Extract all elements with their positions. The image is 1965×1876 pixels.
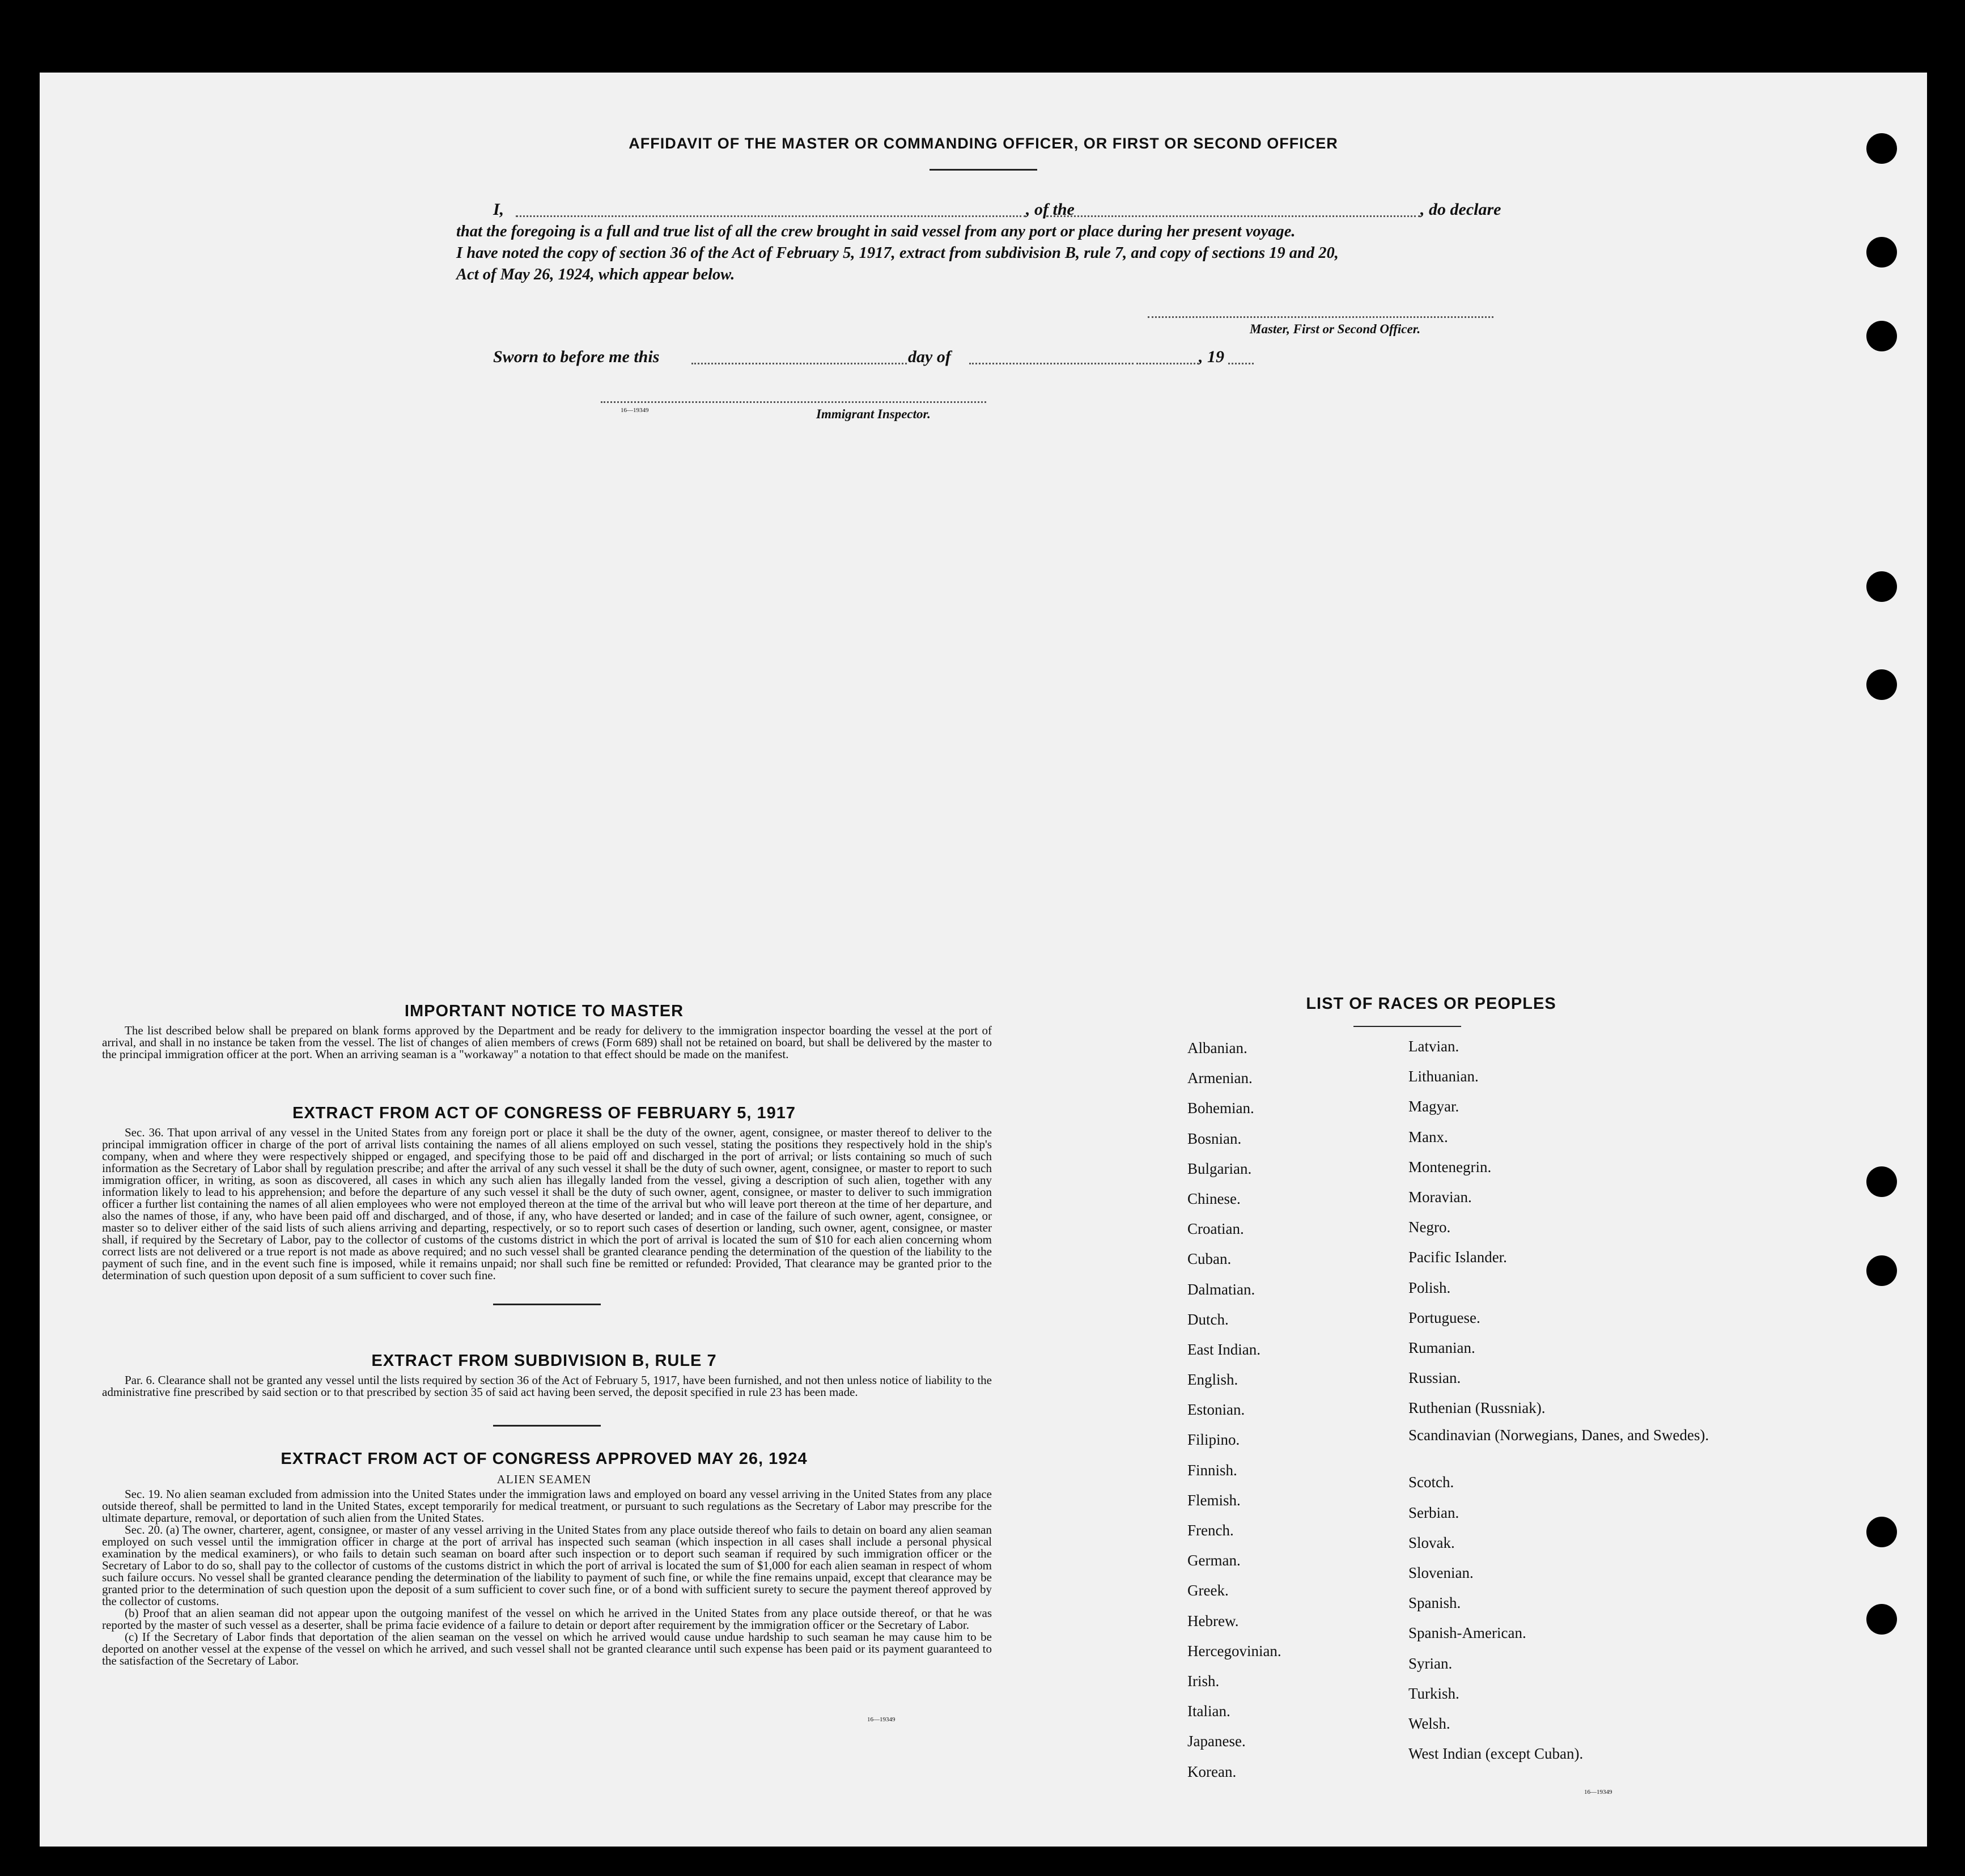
race-item: Manx.: [1408, 1128, 1448, 1145]
race-item: Serbian.: [1408, 1504, 1459, 1521]
race-item: Bulgarian.: [1187, 1160, 1252, 1177]
master-signature-line[interactable]: [1148, 316, 1493, 318]
race-item: Finnish.: [1187, 1461, 1237, 1479]
race-item: Hercegovinian.: [1187, 1642, 1281, 1659]
section-36-paragraph: Sec. 36. That upon arrival of any vessel in the United States from any foreign port or place it shall be the duty of the owner, agent, consignee, or master thereof to deliver to the principal immigration officer in charge of the port of arrival lists containing the names of all aliens employed on such vessel, stating the positions they respectively hold in the ship's company, when and where they were respectively shipped or engaged, and specifying those to be paid off and discharged in the port of arrival; or lists containing so much of such information as the Secretary of Labor shall by regulation prescribe; and after the arrival of any such vessel it shall be the duty of such owner, agent, consignee, or master to report to such immigration officer, in writing, as soon as discovered, all cases in which any such alien has illegally landed from the vessel, giving a description of such alien, together with any information likely to lead to his apprehension; and before the departure of any such vessel it shall be the duty of such owner, agent, consignee, or master to deliver to such immigration officer a further list containing the names of all alien employees who were not employed thereon at the time of the arrival but who will leave port thereon at the time of her departure, and also the names of those, if any, who have been paid off and discharged, and of those, if any, who have deserted or landed; and in case of the failure of such owner, agent, consignee, or master so to deliver either of the said lists of such aliens arriving and departing, respectively, or so to report such cases of desertion or landing, such owner, agent, consignee, or master shall, if required by the Secretary of Labor, pay to the collector of customs of the customs district in which the port of arrival is located the sum of $10 for each alien concerning whom correct lists are not delivered or a true report is not made as above required; and no such vessel shall be granted clearance pending the determination of the question of the liability to the payment of such fine, and in the event such fine is imposed, while it remains unpaid; nor shall such fine be remitted or refunded: Provided, That clearance may be granted prior to the determination of such question upon deposit of a sum sufficient to cover such fine.: [102, 1126, 992, 1282]
punch-hole: [1866, 1517, 1897, 1547]
sworn-month-field-2[interactable]: [1136, 363, 1199, 364]
section-20b-paragraph: (b) Proof that an alien seaman did not appear upon the outgoing manifest of the vessel on which he arrived in the United States from any place outside thereof, or that he was reported by the master of such vessel as a deserter, shall be prima facie evidence of a failure to detain or deport after requirement by the immigration officer or the Secretary of Labor.: [102, 1606, 992, 1632]
race-item: German.: [1187, 1552, 1241, 1569]
race-item: Moravian.: [1408, 1188, 1472, 1206]
heading-rule: [930, 169, 1037, 171]
race-item: Russian.: [1408, 1369, 1461, 1387]
section-20c-paragraph: (c) If the Secretary of Labor finds that deportation of the alien seaman on the vessel on which he arrived would cause undue hardship to such seaman he may cause him to be deported on another vessel at the expense of the vessel on which he arrived, and such vessel shall not be granted clearance until such expense has been paid or its payment guaranteed to the satisfaction of the Secretary of Labor.: [102, 1630, 992, 1667]
race-item: Chinese.: [1187, 1190, 1241, 1207]
race-item: West Indian (except Cuban).: [1408, 1745, 1584, 1763]
sworn-year-field[interactable]: [1228, 363, 1254, 364]
master-signature-label: Master, First or Second Officer.: [1250, 322, 1421, 336]
race-item: Japanese.: [1187, 1733, 1246, 1750]
race-item: Scandinavian (Norwegians, Danes, and Swedes).: [1408, 1427, 1709, 1444]
punch-hole: [1866, 1255, 1897, 1286]
punch-hole: [1866, 571, 1897, 602]
sworn-label: Sworn to before me this: [493, 347, 660, 366]
race-item: Italian.: [1187, 1703, 1230, 1720]
punch-hole: [1866, 1166, 1897, 1197]
punch-hole: [1866, 133, 1897, 164]
race-item: Polish.: [1408, 1279, 1451, 1296]
races-heading: LIST OF RACES OR PEOPLES: [1306, 995, 1556, 1013]
vessel-name-field[interactable]: [1046, 215, 1420, 217]
race-item: Dutch.: [1187, 1310, 1229, 1328]
inspector-signature-line[interactable]: [601, 401, 986, 403]
extract-rule7-heading: EXTRACT FROM SUBDIVISION B, RULE 7: [371, 1352, 717, 1370]
race-item: Rumanian.: [1408, 1339, 1475, 1356]
race-item: Korean.: [1187, 1763, 1237, 1780]
race-item: Dalmatian.: [1187, 1280, 1255, 1298]
notice-paragraph: The list described below shall be prepared on blank forms approved by the Department and be ready for delivery to the immigration inspector boarding the vessel at the port of arrival, and shall in no instance be taken from the vessel. The list of changes of alien members of crews (Form 689) shall not be retained on board, but shall be delivered by the master to the principal immigration officer at the port. When an arriving seaman is a "workaway" a notation to that effect should be made on the manifest.: [102, 1024, 992, 1061]
race-item: Magyar.: [1408, 1098, 1459, 1115]
extract-rule7-text: [102, 1374, 992, 1398]
punch-hole: [1866, 1604, 1897, 1635]
race-item: Portuguese.: [1408, 1309, 1480, 1326]
sworn-month-field[interactable]: [969, 363, 1134, 364]
extract-1924-heading: EXTRACT FROM ACT OF CONGRESS APPROVED MAY 26, 1924: [281, 1450, 808, 1468]
race-item: Lithuanian.: [1408, 1068, 1479, 1085]
extract-1917-text: [102, 1127, 992, 1281]
race-item: Greek.: [1187, 1582, 1229, 1599]
section-19-paragraph: Sec. 19. No alien seaman excluded from admission into the United States under the immigration laws and employed on board any vessel arriving in the United States from any place outside thereof, shall be permitted to land in the United States, except temporarily for medical treatment, or pursuant to such regulations as the Secretary of Labor may prescribe for the ultimate departure, removal, or deportation of such alien from the United States.: [102, 1487, 992, 1525]
race-item: Montenegrin.: [1408, 1158, 1492, 1175]
race-item: East Indian.: [1187, 1340, 1261, 1358]
race-item: Bosnian.: [1187, 1130, 1242, 1147]
notice-text: [102, 1025, 992, 1060]
race-item: French.: [1187, 1522, 1234, 1539]
race-item: Filipino.: [1187, 1431, 1240, 1449]
extract-1917-heading: EXTRACT FROM ACT OF CONGRESS OF FEBRUARY 5, 1917: [292, 1104, 796, 1122]
year-label: , 19: [1199, 347, 1224, 366]
inspector-label: Immigrant Inspector.: [816, 407, 931, 421]
race-item: Croatian.: [1187, 1220, 1244, 1238]
race-item: Flemish.: [1187, 1491, 1241, 1509]
paragraph-6: Par. 6. Clearance shall not be granted any vessel until the lists required by section 36 of the Act of February 5, 1917, have been furnished, and not then unless notice of liability to the administrative fine prescribed by said section or to that prescribed by section 35 of said act having been served, the deposit specified in rule 23 has been made.: [102, 1373, 992, 1399]
race-item: Ruthenian (Russniak).: [1408, 1399, 1546, 1417]
affidavit-form-number: 16—19349: [621, 407, 649, 414]
race-item: Slovak.: [1408, 1534, 1455, 1551]
of-the-label: , of the: [1026, 200, 1075, 219]
declaration-line-3: Act of May 26, 1924, which appear below.: [456, 266, 735, 283]
race-item: Slovenian.: [1408, 1564, 1474, 1581]
race-item: Scotch.: [1408, 1474, 1454, 1491]
extract-form-number: 16—19349: [867, 1716, 896, 1723]
extract-rule-1: [493, 1304, 601, 1305]
races-left-list: [1187, 1033, 1391, 1787]
i-label: I,: [493, 200, 504, 219]
sworn-day-field[interactable]: [691, 363, 907, 364]
race-item: Albanian.: [1187, 1039, 1247, 1056]
race-item: Spanish.: [1408, 1594, 1461, 1612]
race-item: Syrian.: [1408, 1654, 1453, 1672]
punch-hole: [1866, 321, 1897, 351]
master-name-field[interactable]: [516, 215, 1026, 217]
race-item: Hebrew.: [1187, 1612, 1239, 1629]
race-item: Spanish-American.: [1408, 1624, 1526, 1642]
affidavit-heading: AFFIDAVIT OF THE MASTER OR COMMANDING OFFICER, OR FIRST OR SECOND OFFICER: [629, 135, 1338, 152]
punch-hole: [1866, 237, 1897, 268]
alien-seamen-subheading: ALIEN SEAMEN: [496, 1472, 592, 1486]
day-of-label: day of: [908, 347, 951, 366]
race-item: Negro.: [1408, 1219, 1451, 1236]
declaration-line-1: that the foregoing is a full and true list of all the crew brought in said vessel from any port or place during her present voyage.: [456, 223, 1296, 240]
extract-rule-2: [493, 1425, 601, 1427]
section-20a-paragraph: Sec. 20. (a) The owner, charterer, agent, consignee, or master of any vessel arriving in the United States from any place outside thereof who fails to detain on board any alien seaman employed on such vessel until the immigration officer in charge at the port of arrival has inspected such seaman (which inspection in all cases shall include a personal physical examination by the medical examiners), or who fails to detain such seaman on board after such inspection or to deport such seaman if required by such immigration officer or the Secretary of Labor to do so, shall pay to the collector of customs of the customs district in which the port of arrival is located the sum of $1,000 for each alien seaman in respect of whom such failure occurs. No vessel shall be granted clearance pending the determination of the liability to payment of such fine, or while the fine remains unpaid, except that clearance may be granted prior to the determination of such question upon the deposit of a sum sufficient to cover such fine, or of a bond with sufficient surety to secure the payment thereof approved by the collector of customs.: [102, 1523, 992, 1608]
race-item: Bohemian.: [1187, 1100, 1254, 1117]
race-item: English.: [1187, 1371, 1238, 1389]
race-item: Pacific Islander.: [1408, 1249, 1507, 1266]
races-rule: [1353, 1026, 1461, 1027]
race-item: Turkish.: [1408, 1684, 1459, 1702]
do-declare-label: , do declare: [1420, 200, 1501, 219]
notice-heading: IMPORTANT NOTICE TO MASTER: [404, 1002, 684, 1020]
races-form-number: 16—19349: [1584, 1789, 1612, 1796]
race-item: Estonian.: [1187, 1401, 1245, 1419]
race-item: Latvian.: [1408, 1038, 1459, 1055]
form-page: [40, 73, 1927, 1847]
race-item: Cuban.: [1187, 1250, 1232, 1268]
extract-1924-text: [102, 1488, 992, 1667]
race-item: Irish.: [1187, 1672, 1220, 1690]
punch-hole: [1866, 669, 1897, 700]
race-item: Armenian.: [1187, 1069, 1253, 1087]
races-right-list: [1408, 1032, 1726, 1769]
race-item: Welsh.: [1408, 1714, 1450, 1732]
declaration-line-2: I have noted the copy of section 36 of the Act of February 5, 1917, extract from subdivision B, rule 7, and copy of sections 19 and 20,: [456, 244, 1339, 262]
